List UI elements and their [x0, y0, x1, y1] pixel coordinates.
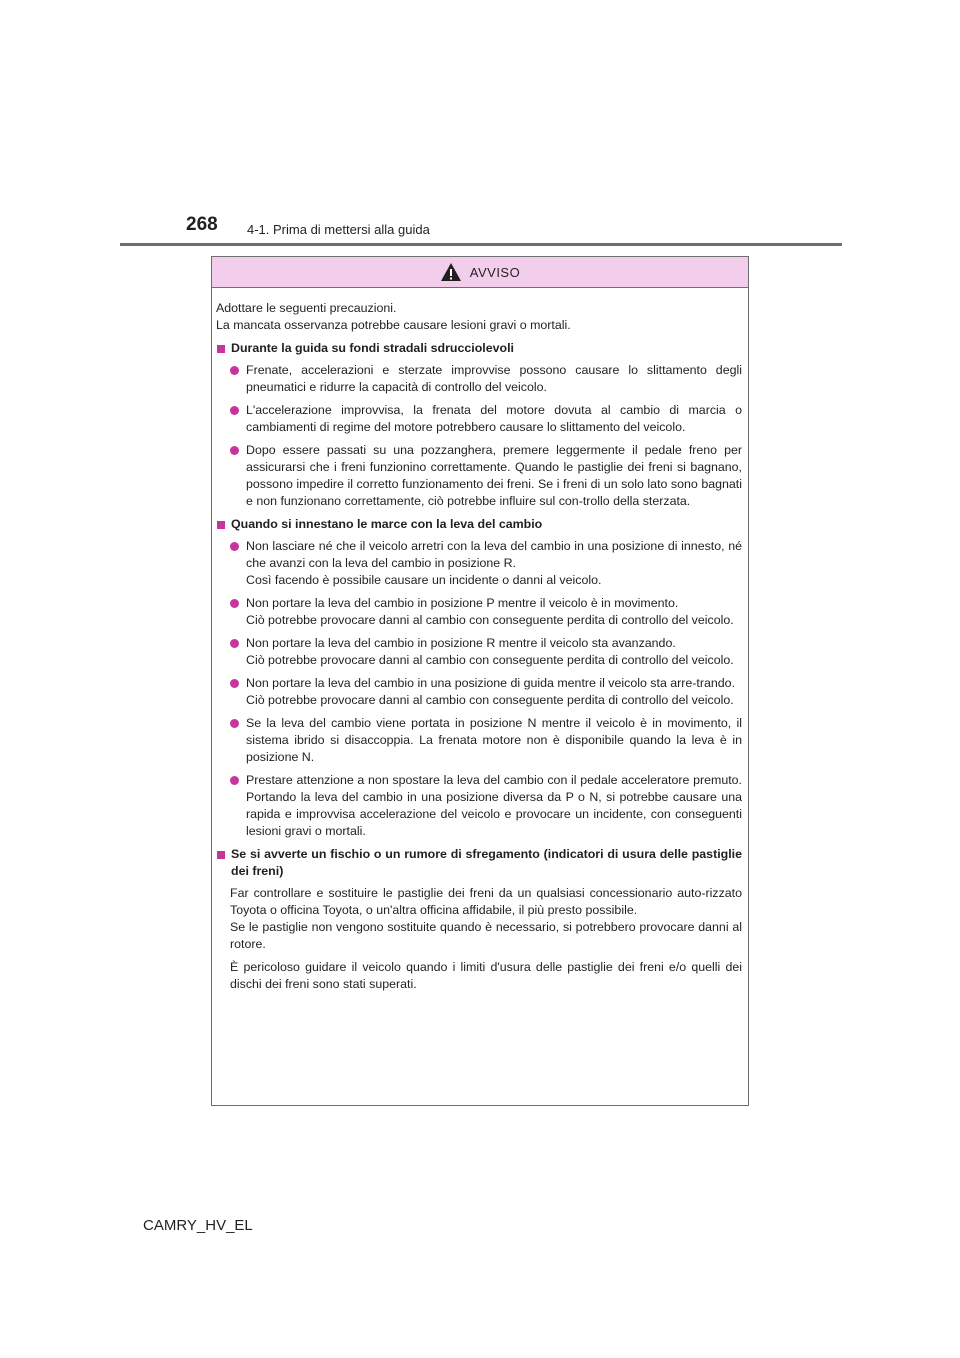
bullet-dot-icon: [230, 542, 239, 551]
bullet-dot-icon: [230, 406, 239, 415]
item-text: Ciò potrebbe provocare danni al cambio con conseguente perdita di controllo del veicolo.: [246, 653, 734, 667]
list-item: [230, 715, 742, 766]
item-text: Dopo essere passati su una pozzanghera, premere leggermente il pedale freno per assicurarsi che i freni funzionino correttamente. Quando le pastiglie dei freni si bagnano, possono impedire il corretto funzionamento dei freni. Se i freni di un solo lato sono bagnati e non funzionano correttamente, ciò potrebbe influire sul con-trollo della sterzata.: [246, 443, 742, 508]
bullet-dot-icon: [230, 776, 239, 785]
item-text: L'accelerazione improvvisa, la frenata del motore dovuta al cambio di marcia o cambiamenti di regime del motore potrebbero causare lo slittamento del veicolo.: [246, 403, 742, 434]
subsection-title: Quando si innestano le marce con la leva del cambio: [231, 517, 543, 531]
subsection-heading: [216, 846, 742, 880]
header-divider: [120, 243, 842, 246]
subsection-title: Durante la guida su fondi stradali sdrucciolevoli: [231, 341, 514, 355]
list-item: [230, 675, 742, 709]
item-text: Prestare attenzione a non spostare la leva del cambio con il pedale acceleratore premuto. Portando la leva del cambio in una posizione diversa da P o N, si potrebbe causare una rapida e improvvisa accelerazione del veicolo e provocare un incidente, con conseguenti lesioni gravi o mortali.: [246, 773, 742, 838]
list-item: [230, 772, 742, 840]
square-bullet-icon: [217, 521, 225, 529]
paragraph: [230, 885, 742, 953]
item-text: Non portare la leva del cambio in una posizione di guida mentre il veicolo sta arre-trando.: [246, 676, 736, 690]
list-item: [230, 442, 742, 510]
warning-intro: [216, 300, 742, 334]
paragraph: [230, 959, 742, 993]
list-item: [230, 362, 742, 396]
paragraph-text: È pericoloso guidare il veicolo quando i limiti d'usura delle pastiglie dei freni e/o quelli dei dischi dei freni sono stati superati.: [230, 960, 742, 991]
bullet-dot-icon: [230, 719, 239, 728]
bullet-dot-icon: [230, 679, 239, 688]
item-text: Così facendo è possibile causare un incidente o danni al veicolo.: [246, 573, 602, 587]
paragraph-text: Se le pastiglie non vengono sostituite quando è necessario, si potrebbero provocare danni al rotore.: [230, 920, 742, 951]
bullet-dot-icon: [230, 366, 239, 375]
list-item: [230, 635, 742, 669]
item-text: Non lasciare né che il veicolo arretri con la leva del cambio in una posizione di innesto, né che avanzi con la leva del cambio in posizione R.: [246, 539, 742, 570]
warning-header: [212, 257, 748, 288]
subsection-heading: [216, 340, 742, 357]
warning-triangle-icon: [440, 262, 462, 282]
intro-line: Adottare le seguenti precauzioni.: [216, 301, 397, 315]
page-number: 268: [186, 214, 218, 235]
warning-title: AVVISO: [469, 264, 521, 280]
item-text: Non portare la leva del cambio in posizione P mentre il veicolo è in movimento.: [246, 596, 679, 610]
paragraph-text: Far controllare e sostituire le pastiglie dei freni da un qualsiasi concessionario auto-rizzato Toyota o officina Toyota, o un'altra officina affidabile, il più presto possibile.: [230, 886, 742, 917]
item-text: Ciò potrebbe provocare danni al cambio con conseguente perdita di controllo del veicolo.: [246, 693, 734, 707]
list-item: [230, 402, 742, 436]
list-item: [230, 595, 742, 629]
list-item: [230, 538, 742, 589]
warning-body: [212, 288, 748, 993]
document-code: CAMRY_HV_EL: [143, 1217, 253, 1234]
bullet-dot-icon: [230, 599, 239, 608]
item-text: Non portare la leva del cambio in posizione R mentre il veicolo sta avanzando.: [246, 636, 676, 650]
square-bullet-icon: [217, 851, 225, 859]
intro-line: La mancata osservanza potrebbe causare lesioni gravi o mortali.: [216, 318, 571, 332]
item-text: Se la leva del cambio viene portata in posizione N mentre il veicolo è in movimento, il sistema ibrido si disaccoppia. La frenata motore non è disponibile quando la leva è in posizione N.: [246, 716, 742, 764]
section-title: 4-1. Prima di mettersi alla guida: [247, 222, 430, 237]
square-bullet-icon: [217, 345, 225, 353]
subsection-heading: [216, 516, 742, 533]
warning-box: [211, 256, 749, 1106]
item-text: Ciò potrebbe provocare danni al cambio con conseguente perdita di controllo del veicolo.: [246, 613, 734, 627]
subsection-title: Se si avverte un fischio o un rumore di sfregamento (indicatori di usura delle pastiglie dei freni): [231, 847, 742, 878]
bullet-dot-icon: [230, 446, 239, 455]
bullet-dot-icon: [230, 639, 239, 648]
item-text: Frenate, accelerazioni e sterzate improvvise possono causare lo slittamento degli pneumatici e ridurre la capacità di controllo del veicolo.: [246, 363, 742, 394]
